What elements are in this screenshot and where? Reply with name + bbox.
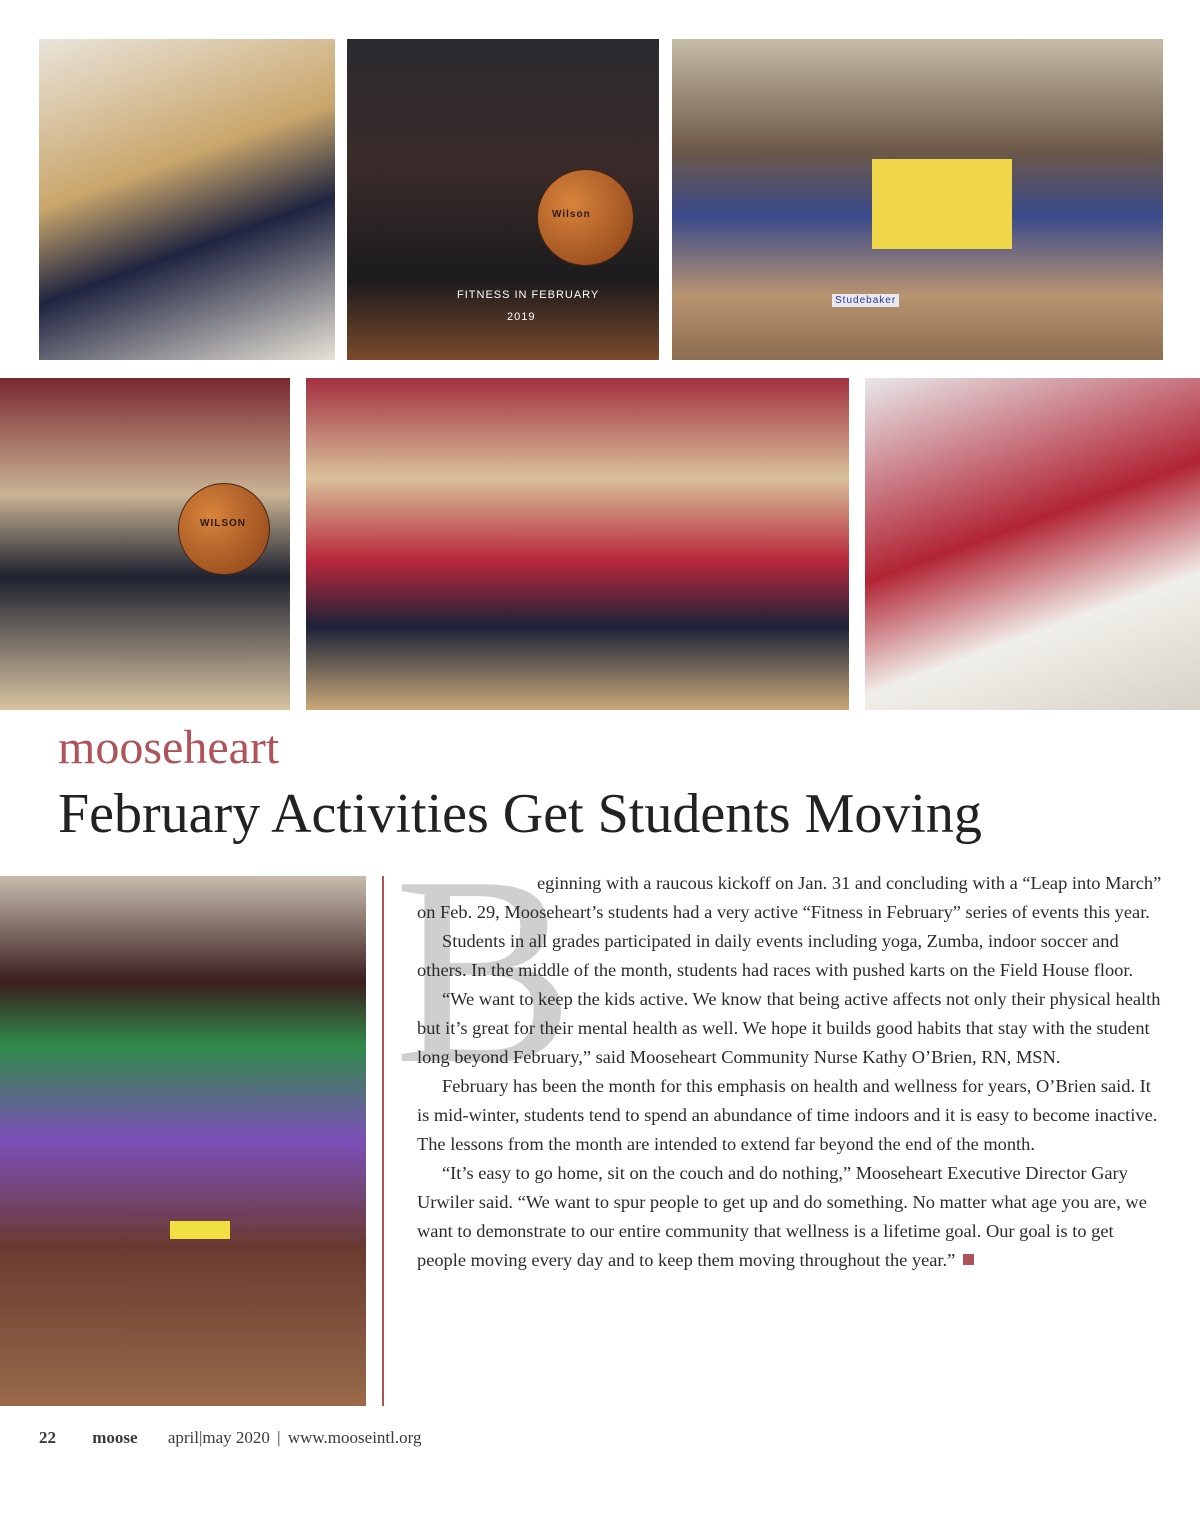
drop-cap: B: [394, 821, 575, 1120]
issue-month-a: april: [167, 1428, 199, 1447]
photo-kart-race: [672, 39, 1163, 360]
issue-month-b: may 2020: [202, 1428, 270, 1447]
kart-tape: [170, 1221, 230, 1239]
photo-girl-basketball: [347, 39, 659, 360]
article-paragraph: “We want to keep the kids active. We know that being active affects not only their physical health but it’s great for their mental health as well. We hope it builds good habits that stay with the student long beyond February,” said Mooseheart Community Nurse Kathy O’Brien, RN, MSN.: [417, 989, 1161, 1067]
kart-sign: [872, 159, 1012, 249]
website-link[interactable]: www.mooseintl.org: [287, 1428, 422, 1447]
ball-brand-text: WILSON: [200, 518, 246, 529]
photo-students-drawing: [39, 39, 335, 360]
column-rule: [382, 876, 384, 1406]
page-number: 22: [39, 1428, 56, 1447]
basketball-graphic: [178, 483, 270, 575]
photo-boy-basketball: [0, 378, 290, 710]
shirt-text: FITNESS IN FEBRUARY: [457, 289, 600, 301]
ball-brand-text: Wilson: [552, 209, 591, 220]
page-footer: [39, 1428, 421, 1448]
section-kicker: mooseheart: [58, 721, 280, 774]
page-title: February Activities Get Students Moving: [58, 783, 982, 845]
magazine-name: moose: [92, 1428, 138, 1447]
article-paragraph: Students in all grades participated in daily events including yoga, Zumba, indoor soccer and others. In the middle of the month, students had races with pushed karts on the Field House floor.: [417, 931, 1134, 980]
article-paragraph: eginning with a raucous kickoff on Jan. 31 and concluding with a “Leap into March” on Feb. 29, Mooseheart’s students had a very active “Fitness in February” series of events this year.: [417, 873, 1162, 922]
photo-girl-kart: [0, 876, 366, 1406]
shirt-year: 2019: [507, 311, 536, 323]
article-paragraph-last: [417, 1159, 1163, 1275]
photo-students-chairs: [306, 378, 849, 710]
footer-divider: |: [277, 1428, 281, 1447]
article-body: [417, 869, 1163, 1275]
end-mark-icon: [963, 1254, 974, 1265]
kart-label: Studebaker: [832, 294, 899, 307]
issue-divider: |: [198, 1428, 203, 1447]
article-paragraph-text: “It’s easy to go home, sit on the couch and do nothing,” Mooseheart Executive Director Gary Urwiler said. “We want to spur people to get up and do something. No matter what age you are, we want to demonstrate to our entire community that wellness is a lifetime goal. Our goal is to get people moving every day and to keep them moving throughout the year.”: [417, 1163, 1147, 1270]
photo-girls-drawing: [865, 378, 1200, 710]
article-paragraph: February has been the month for this emphasis on health and wellness for years, O’Brien said. It is mid-winter, students tend to spend an abundance of time indoors and it is easy to become inactive. The lessons from the month are intended to extend far beyond the end of the month.: [417, 1076, 1158, 1154]
